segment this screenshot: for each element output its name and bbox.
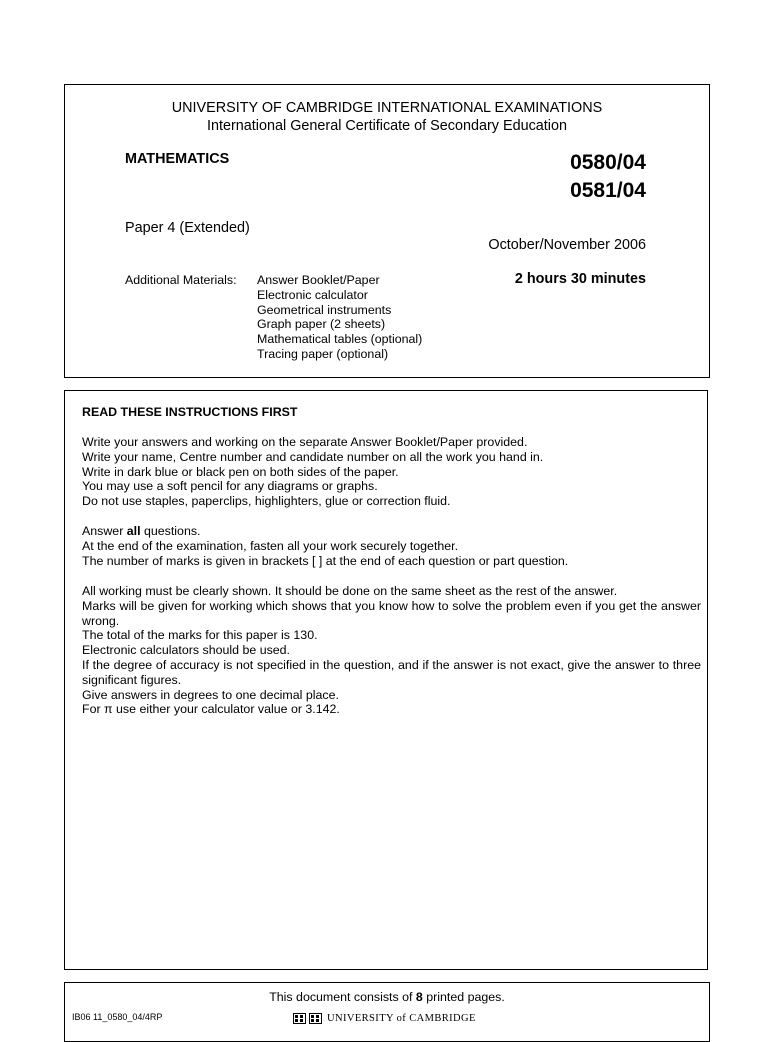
additional-materials-label: Additional Materials: [125,273,237,287]
crest-icon [293,1013,323,1024]
footer-box [64,982,710,1042]
answer-all-line [82,524,701,539]
material-item: Tracing paper (optional) [257,346,389,361]
instruction-line: At the end of the examination, fasten all your work securely together. [82,538,459,553]
instructions-paragraph-1 [82,435,701,509]
instructions-paragraph-3 [82,584,701,717]
exam-board-name: UNIVERSITY OF CAMBRIDGE INTERNATIONAL EXAMINATIONS [171,100,603,116]
instruction-line: You may use a soft pencil for any diagrams or graphs. [82,479,378,494]
logo-wordmark: UNIVERSITY of CAMBRIDGE [327,1012,476,1024]
instruction-line: For π use either your calculator value or 3.142. [82,702,340,717]
paper-name: Paper 4 (Extended) [125,220,250,236]
exam-duration: 2 hours 30 minutes [514,271,646,287]
page-count-line [65,990,709,1004]
syllabus-code-2: 0581/04 [570,179,646,202]
instruction-line: All working must be clearly shown. It should be done on the same sheet as the rest of the answer. [82,584,618,598]
answer-suffix: questions. [140,524,201,538]
syllabus-code-1: 0580/04 [570,151,646,174]
instruction-line: The total of the marks for this paper is 130. [82,628,318,643]
instruction-line: Write in dark blue or black pen on both sides of the paper. [82,464,399,479]
exam-session: October/November 2006 [488,237,646,253]
pages-count: 8 [415,990,423,1004]
material-item: Geometrical instruments [257,302,392,317]
instruction-line: Write your answers and working on the separate Answer Booklet/Paper provided. [82,435,528,449]
subject-title: MATHEMATICS [125,151,230,167]
instructions-paragraph-2 [82,524,701,568]
instructions-box [64,390,708,970]
instruction-line: Write your name, Centre number and candidate number on all the work you hand in. [82,449,544,464]
instruction-line: If the degree of accuracy is not specified in the question, and if the answer is not exact, give the answer to three significant figures. [82,657,701,687]
instruction-line: Give answers in degrees to one decimal place. [82,687,339,702]
instruction-line: Do not use staples, paperclips, highlighters, glue or correction fluid. [82,494,451,509]
answer-emphasis: all [126,524,141,538]
instructions-title: READ THESE INSTRUCTIONS FIRST [82,405,298,419]
instruction-line: The number of marks is given in brackets [ ] at the end of each question or part question. [82,553,569,568]
pages-prefix: This document consists of [269,990,416,1004]
material-item: Answer Booklet/Paper [257,273,380,287]
material-item: Graph paper (2 sheets) [257,317,386,332]
pages-suffix: printed pages. [422,990,505,1004]
qualification-name: International General Certificate of Secondary Education [207,118,567,134]
answer-prefix: Answer [82,524,127,538]
instruction-line: Marks will be given for working which shows that you know how to solve the problem even if you get the answer wrong. [82,598,701,628]
document-code: IB06 11_0580_04/4RP [72,1012,163,1022]
additional-materials-list [257,273,422,362]
cambridge-logo [293,1011,476,1025]
cover-header-box [64,84,710,378]
material-item: Mathematical tables (optional) [257,332,423,347]
material-item: Electronic calculator [257,287,368,302]
instruction-line: Electronic calculators should be used. [82,643,291,658]
